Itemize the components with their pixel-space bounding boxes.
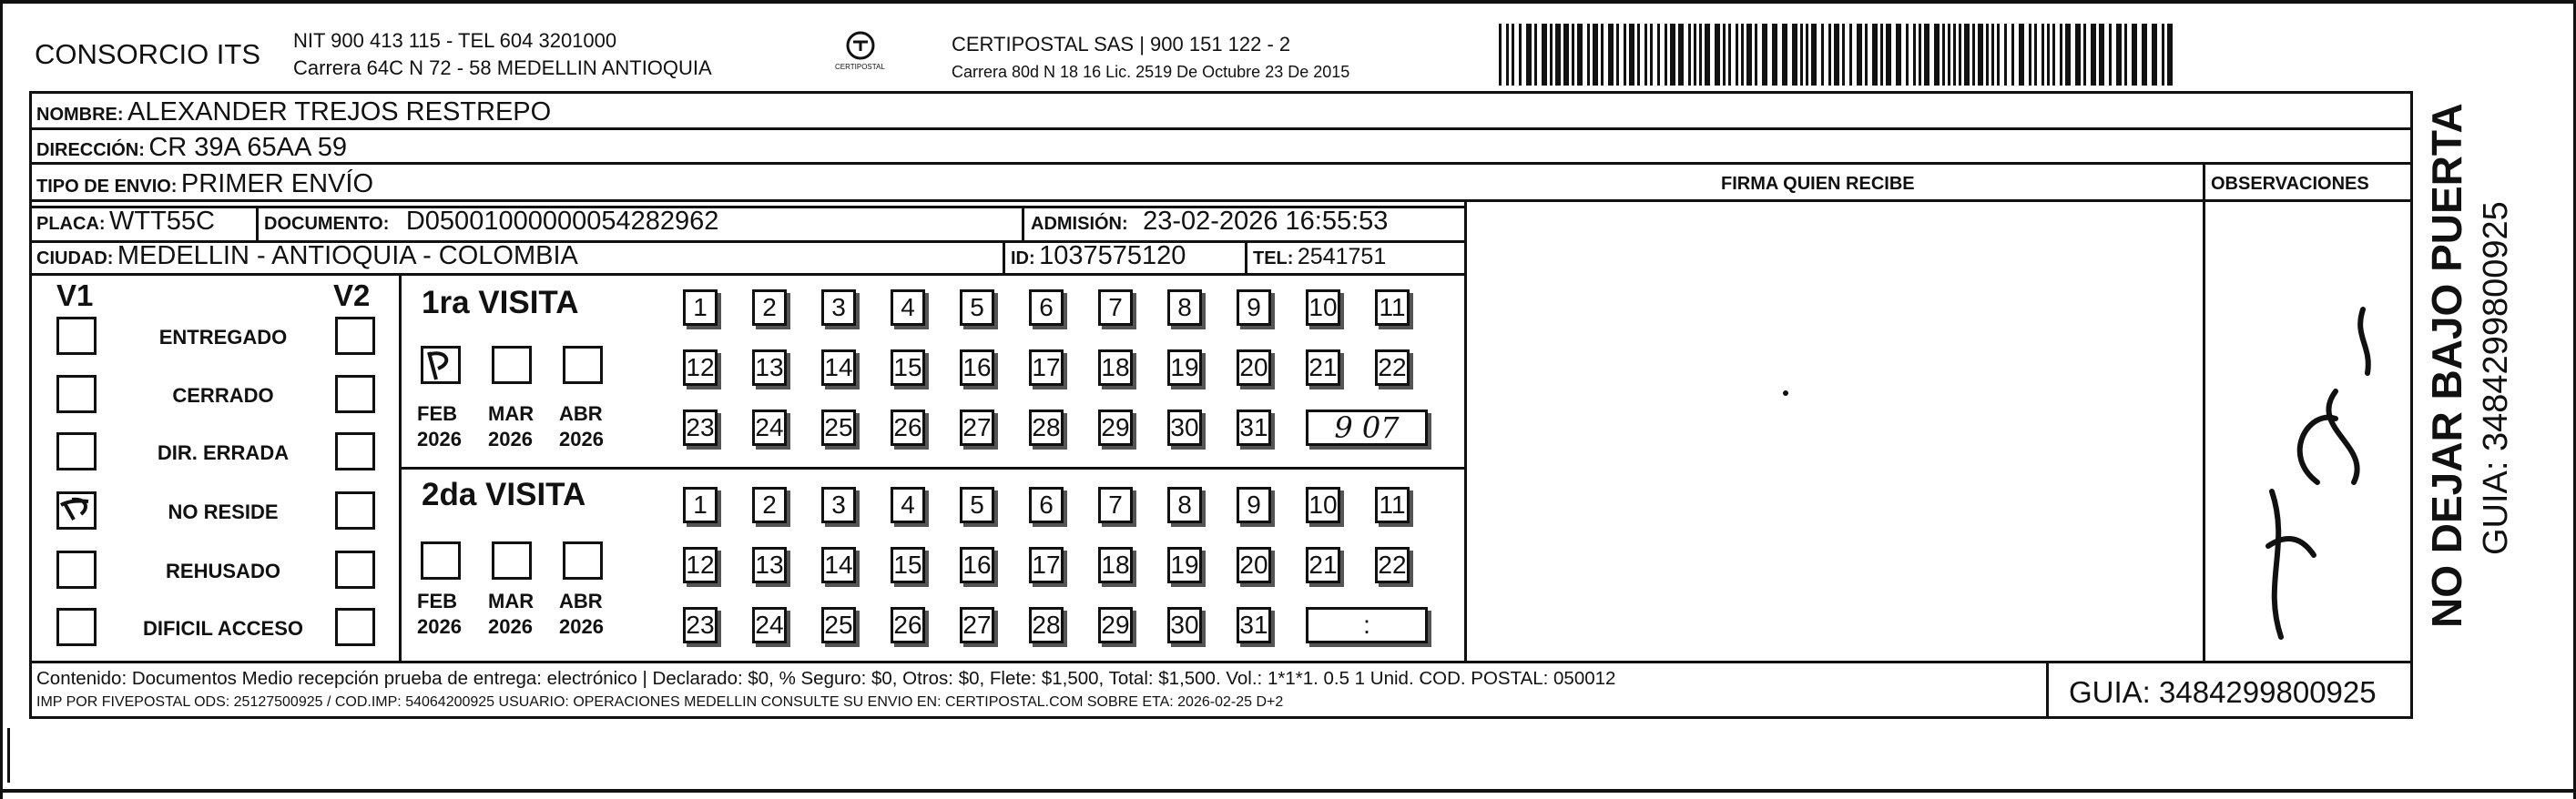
barcode-bar [1723, 24, 1726, 86]
barcode-bar [1755, 24, 1757, 86]
month-checkbox[interactable] [492, 541, 532, 580]
day-cell[interactable]: 18 [1098, 349, 1133, 386]
v1-checkbox[interactable] [56, 317, 97, 355]
barcode-bar [2065, 24, 2071, 86]
barcode-bar [1886, 24, 1891, 86]
barcode-bar [2109, 24, 2112, 86]
barcode-bar [1637, 24, 1640, 86]
barcode-bar [1678, 24, 1684, 86]
barcode-bar [2060, 24, 2062, 86]
day-cell[interactable]: 26 [891, 410, 925, 446]
status-option-label: ENTREGADO [158, 326, 288, 349]
barcode-bar [1828, 24, 1831, 86]
barcode-bar [2116, 24, 2122, 86]
barcode-bar [1924, 24, 1929, 86]
barcode-bar [1572, 24, 1574, 86]
day-cell[interactable]: 5 [960, 487, 994, 523]
logo-text: CERTIPOSTAL [835, 63, 885, 71]
barcode-bar [1913, 24, 1916, 86]
main-table [29, 91, 2413, 719]
month-label: MAR [488, 590, 535, 612]
day-cell[interactable]: 30 [1167, 410, 1202, 446]
year-label: 2026 [488, 615, 533, 638]
day-cell[interactable]: 16 [960, 349, 994, 386]
barcode-bar [1959, 24, 1961, 86]
barcode-bar [1997, 24, 2000, 86]
direccion-value: CR 39A 65AA 59 [148, 133, 347, 162]
day-cell[interactable]: 31 [1237, 410, 1271, 446]
status-option-label: REHUSADO [166, 560, 280, 582]
handwritten-check-icon [59, 494, 94, 527]
tel-label: TEL: [1253, 248, 1294, 268]
month-label: MAR [488, 402, 535, 425]
day-cell[interactable]: 27 [960, 410, 994, 446]
direccion-label: DIRECCIÓN: [36, 140, 145, 160]
day-cell[interactable]: 16 [960, 547, 994, 583]
admision-label: ADMISIÓN: [1031, 214, 1128, 234]
barcode [1499, 24, 2178, 86]
barcode-bar [1834, 24, 1839, 86]
day-cell[interactable]: 29 [1098, 410, 1133, 446]
barcode-bar [2132, 24, 2137, 86]
v1-checkbox[interactable] [56, 432, 97, 470]
certipostal-logo [833, 29, 888, 75]
month-checkbox[interactable] [421, 541, 461, 580]
placa-label: PLACA: [36, 214, 106, 234]
time-field[interactable]: : [1306, 607, 1428, 643]
stray-dot [1783, 390, 1788, 396]
day-cell[interactable]: 6 [1029, 487, 1064, 523]
barcode-bar [1550, 24, 1553, 86]
row-line [29, 199, 2413, 202]
barcode-bar [1934, 24, 1940, 86]
barcode-bar [1906, 24, 1909, 86]
footer-guia: GUIA: 3484299800925 [2069, 675, 2377, 709]
documento-value: D05001000000054282962 [405, 207, 719, 236]
barcode-bar [1694, 24, 1696, 86]
barcode-bar [2099, 24, 2104, 86]
carrier-name: CERTIPOSTAL SAS | 900 151 122 - 2 [952, 33, 1291, 56]
col-line [1464, 199, 1467, 662]
day-cell[interactable]: 6 [1029, 289, 1064, 326]
day-cell[interactable]: 9 [1237, 289, 1271, 326]
left-tick [7, 728, 10, 783]
row-line [29, 127, 2413, 130]
tipo-envio-value: PRIMER ENVÍO [180, 169, 374, 198]
barcode-bar [2052, 24, 2055, 86]
barcode-bar [1964, 24, 1970, 86]
nombre-value: ALEXANDER TREJOS RESTREPO [127, 97, 552, 126]
day-cell[interactable]: 15 [891, 349, 925, 386]
status-option-label: NO RESIDE [168, 501, 279, 523]
day-cell[interactable]: 1 [683, 289, 718, 326]
barcode-bar [1705, 24, 1710, 86]
day-cell[interactable]: 26 [891, 607, 925, 643]
day-cell[interactable]: 13 [752, 547, 787, 583]
day-cell[interactable]: 12 [683, 349, 718, 386]
time-field[interactable]: 9 07 [1306, 410, 1428, 446]
barcode-bar [1629, 24, 1634, 86]
barcode-bar [1650, 24, 1653, 86]
barcode-bar [1849, 24, 1852, 86]
v1-header: V1 [56, 278, 94, 312]
barcode-bar [2142, 24, 2147, 86]
day-cell[interactable]: 2 [752, 289, 787, 326]
year-label: 2026 [488, 428, 533, 450]
v1-checkbox[interactable] [56, 491, 97, 530]
day-cell[interactable]: 28 [1029, 607, 1064, 643]
month-label: ABR [559, 590, 603, 612]
barcode-bar [1953, 24, 1956, 86]
year-label: 2026 [417, 615, 462, 638]
barcode-bar [1555, 24, 1561, 86]
barcode-bar [2004, 24, 2007, 86]
day-cell[interactable]: 28 [1029, 410, 1064, 446]
day-cell[interactable]: 25 [821, 607, 856, 643]
ciudad-label: CIUDAD: [36, 248, 114, 268]
placa-value: WTT55C [109, 207, 215, 236]
barcode-bar [1919, 24, 1921, 86]
barcode-bar [1624, 24, 1626, 86]
day-cell[interactable]: 29 [1098, 607, 1133, 643]
admision-value: 23-02-2026 16:55:53 [1143, 207, 1389, 236]
day-cell[interactable]: 7 [1098, 289, 1133, 326]
day-cell[interactable]: 20 [1237, 349, 1271, 386]
barcode-bar [1872, 24, 1878, 86]
barcode-bar [2162, 24, 2164, 86]
day-cell[interactable]: 1 [683, 487, 718, 523]
visit-divider [399, 467, 1465, 470]
day-cell[interactable]: 27 [960, 607, 994, 643]
barcode-bar [1688, 24, 1691, 86]
col-line [1003, 240, 1005, 273]
barcode-bar [2019, 24, 2024, 86]
barcode-bar [1587, 24, 1590, 86]
barcode-bar [1821, 24, 1824, 86]
day-cell[interactable]: 10 [1306, 289, 1340, 326]
barcode-bar [1715, 24, 1720, 86]
documento-label: DOCUMENTO: [264, 214, 390, 234]
footer-line-1: Contenido: Documentos Medio recepción prueba de entrega: electrónico | Declarado: $0, % Seguro: $0, Otros: $0, Flete: $1,500, Total: $1,500. Vol.: 1*1*1. 0.5 1 Unid. COD. POSTAL: 050012 [36, 668, 1616, 689]
id-value: 1037575120 [1039, 241, 1186, 270]
status-option-label: CERRADO [172, 384, 274, 407]
day-cell[interactable]: 11 [1375, 487, 1410, 523]
barcode-bar [1880, 24, 1883, 86]
v2-checkbox[interactable] [335, 491, 375, 530]
col-line [2046, 662, 2049, 719]
v1-checkbox[interactable] [56, 375, 97, 413]
day-cell[interactable]: 8 [1167, 487, 1202, 523]
barcode-bar [1593, 24, 1598, 86]
day-cell[interactable]: 4 [891, 289, 925, 326]
year-label: 2026 [417, 428, 462, 450]
month-label: ABR [559, 402, 603, 425]
barcode-bar [2083, 24, 2086, 86]
barcode-bar [1728, 24, 1731, 86]
barcode-bar [1986, 24, 1989, 86]
barcode-bar [1563, 24, 1569, 86]
day-cell[interactable]: 8 [1167, 289, 1202, 326]
day-cell[interactable]: 20 [1237, 547, 1271, 583]
barcode-bar [1577, 24, 1583, 86]
day-cell[interactable]: 13 [752, 349, 787, 386]
v2-header: V2 [333, 278, 371, 312]
col-line [256, 206, 259, 240]
v2-checkbox[interactable] [335, 551, 375, 589]
tipo-envio-label: TIPO DE ENVIO: [36, 177, 178, 197]
day-cell[interactable]: 7 [1098, 487, 1133, 523]
v2-checkbox[interactable] [335, 608, 375, 646]
month-label: FEB [417, 590, 457, 612]
barcode-bar [1762, 24, 1767, 86]
barcode-bar [2041, 24, 2044, 86]
barcode-bar [2011, 24, 2014, 86]
barcode-bar [1644, 24, 1647, 86]
barcode-bar [1942, 24, 1945, 86]
barcode-bar [2075, 24, 2081, 86]
day-cell[interactable]: 19 [1167, 547, 1202, 583]
day-cell[interactable]: 14 [821, 547, 856, 583]
id-label: ID: [1011, 248, 1035, 268]
barcode-bar [2029, 24, 2031, 86]
month-checkbox[interactable] [492, 346, 532, 384]
day-cell[interactable]: 15 [891, 547, 925, 583]
barcode-bar [1811, 24, 1817, 86]
day-cell[interactable]: 4 [891, 487, 925, 523]
footer-line-2: IMP POR FIVEPOSTAL ODS: 25127500925 / COD.IMP: 54064200925 USUARIO: OPERACIONES MEDELLIN CONSULTE SU ENVIO EN: CERTIPOSTAL.COM SOBRE ETA: 2026-02-25 D+2 [36, 694, 1284, 710]
day-cell[interactable]: 22 [1375, 349, 1410, 386]
barcode-bar [1616, 24, 1619, 86]
day-cell[interactable]: 5 [960, 289, 994, 326]
year-label: 2026 [559, 428, 604, 450]
barcode-bar [1499, 24, 1502, 86]
barcode-bar [2091, 24, 2096, 86]
v1-checkbox[interactable] [56, 608, 97, 646]
day-cell[interactable]: 21 [1306, 349, 1340, 386]
barcode-bar [1978, 24, 1983, 86]
barcode-bar [1741, 24, 1744, 86]
barcode-bar [1526, 24, 1532, 86]
v1-checkbox[interactable] [56, 551, 97, 589]
firma-header: FIRMA QUIEN RECIBE [1721, 174, 1915, 194]
bottom-border [0, 789, 2576, 793]
day-cell[interactable]: 23 [683, 607, 718, 643]
day-cell[interactable]: 17 [1029, 547, 1064, 583]
day-cell[interactable]: 17 [1029, 349, 1064, 386]
barcode-bar [1519, 24, 1522, 86]
barcode-bar [1972, 24, 1975, 86]
side-warning: NO DEJAR BAJO PUERTA [2423, 103, 2470, 628]
observaciones-header: OBSERVACIONES [2211, 174, 2369, 194]
barcode-bar [1506, 24, 1509, 86]
day-cell[interactable]: 3 [821, 289, 856, 326]
barcode-bar [1608, 24, 1614, 86]
day-cell[interactable]: 2 [752, 487, 787, 523]
barcode-bar [1746, 24, 1752, 86]
row-line [29, 162, 2413, 165]
day-cell[interactable]: 18 [1098, 547, 1133, 583]
barcode-bar [1948, 24, 1950, 86]
barcode-bar [1865, 24, 1868, 86]
col-line [1245, 240, 1247, 273]
barcode-bar [1806, 24, 1808, 86]
day-cell[interactable]: 21 [1306, 547, 1340, 583]
barcode-bar [1782, 24, 1787, 86]
ciudad-value: MEDELLIN - ANTIOQUIA - COLOMBIA [117, 241, 578, 270]
barcode-bar [1665, 24, 1667, 86]
barcode-bar [1534, 24, 1537, 86]
barcode-bar [1857, 24, 1862, 86]
day-cell[interactable]: 3 [821, 487, 856, 523]
first-visit-title: 1ra VISITA [422, 285, 579, 320]
month-checkbox[interactable] [421, 346, 461, 384]
month-checkbox[interactable] [563, 346, 603, 384]
barcode-bar [1542, 24, 1547, 86]
barcode-bar [1800, 24, 1803, 86]
barcode-bar [1736, 24, 1738, 86]
year-label: 2026 [559, 615, 604, 638]
left-border [0, 0, 3, 799]
barcode-bar [1657, 24, 1660, 86]
day-cell[interactable]: 10 [1306, 487, 1340, 523]
day-cell[interactable]: 30 [1167, 607, 1202, 643]
day-cell[interactable]: 31 [1237, 607, 1271, 643]
barcode-bar [1842, 24, 1845, 86]
day-cell[interactable]: 24 [752, 410, 787, 446]
barcode-bar [2124, 24, 2127, 86]
status-option-label: DIFICIL ACCESO [142, 617, 303, 640]
barcode-bar [1670, 24, 1675, 86]
day-cell[interactable]: 11 [1375, 289, 1410, 326]
row-line [29, 273, 1465, 276]
barcode-bar [1772, 24, 1777, 86]
day-cell[interactable]: 14 [821, 349, 856, 386]
handwritten-observation [2208, 273, 2390, 655]
barcode-bar [1699, 24, 1702, 86]
sender-nit: NIT 900 413 115 - TEL 604 3201000 [293, 29, 617, 52]
day-cell[interactable]: 12 [683, 547, 718, 583]
carrier-address: Carrera 80d N 18 16 Lic. 2519 De Octubre 23 De 2015 [952, 63, 1350, 81]
status-option-label: DIR. ERRADA [157, 441, 290, 464]
day-cell[interactable]: 19 [1167, 349, 1202, 386]
barcode-bar [1896, 24, 1901, 86]
barcode-bar [2152, 24, 2157, 86]
barcode-bar [1991, 24, 1994, 86]
footer-line [29, 661, 2413, 663]
col-line [2203, 164, 2205, 662]
month-checkbox[interactable] [563, 541, 603, 580]
top-border [0, 0, 2576, 4]
barcode-bar [2034, 24, 2037, 86]
nombre-label: NOMBRE: [36, 105, 124, 125]
side-guia: GUIA: 3484299800925 [2477, 201, 2515, 555]
day-cell[interactable]: 23 [683, 410, 718, 446]
v2-checkbox[interactable] [335, 317, 375, 355]
barcode-bar [1512, 24, 1514, 86]
day-cell[interactable]: 25 [821, 410, 856, 446]
sender-name: CONSORCIO ITS [35, 38, 261, 70]
day-cell[interactable]: 24 [752, 607, 787, 643]
barcode-bar [2167, 24, 2173, 86]
barcode-bar [2047, 24, 2050, 86]
tel-value: 2541751 [1297, 244, 1387, 269]
month-label: FEB [417, 402, 457, 425]
day-cell[interactable]: 22 [1375, 547, 1410, 583]
v2-checkbox[interactable] [335, 432, 375, 470]
v2-checkbox[interactable] [335, 375, 375, 413]
barcode-bar [1601, 24, 1604, 86]
handwritten-check-icon [423, 349, 458, 381]
second-visit-title: 2da VISITA [422, 477, 586, 512]
barcode-bar [1792, 24, 1797, 86]
day-cell[interactable]: 9 [1237, 487, 1271, 523]
sender-address: Carrera 64C N 72 - 58 MEDELLIN ANTIOQUIA [293, 56, 712, 79]
col-line [1022, 206, 1024, 240]
obs-handwriting-text [2222, 673, 2230, 674]
